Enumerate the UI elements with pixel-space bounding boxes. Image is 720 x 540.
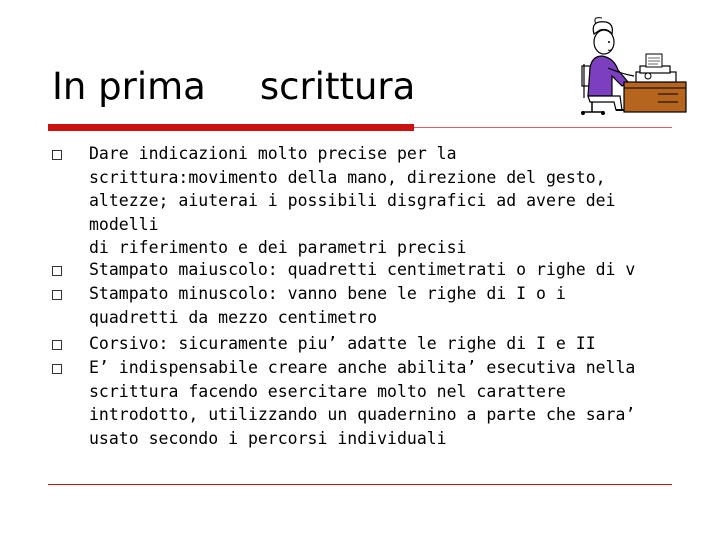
bullet-marker-icon <box>52 266 62 276</box>
footer-divider <box>48 484 672 485</box>
bullet-item: E’ indispensabile creare anche abilita’ esecutiva nella scrittura facendo esercitare molto nel carattere introdotto, utilizzando un quadernino a parte che sara’ usato secondo i percorsi individuali <box>89 358 636 448</box>
title-word-2: scrittura <box>259 65 416 108</box>
bullet-item: Corsivo: sicuramente piu’ adatte le righe di I e II <box>89 334 596 353</box>
bullet-item: Stampato maiuscolo: quadretti centimetrati o righe di v <box>89 260 636 279</box>
bullet-item: Stampato minuscolo: vanno bene le righe di I o i quadretti da mezzo centimetro <box>89 284 566 327</box>
title-word-1: In prima <box>52 65 206 108</box>
bullet-item: Dare indicazioni molto precise per la scrittura:movimento della mano, direzione del gesto, altezze; aiuterai i possibili disgrafici ad avere dei modelli di riferimento e dei parametri precisi <box>89 144 616 258</box>
bullet-marker-icon <box>52 340 62 350</box>
bullet-marker-icon <box>52 364 62 374</box>
bullet-marker-icon <box>52 290 62 300</box>
bullet-marker-icon <box>52 150 62 160</box>
